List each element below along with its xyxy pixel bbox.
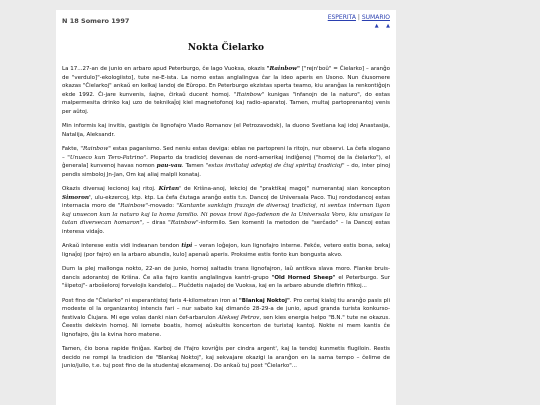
paragraph-text: "Unueco kun Tero-Patrino" <box>67 154 147 161</box>
paragraph-text: – veran loĝejon, kun lignofajro interne. Fekĉe, vetero estis bona, sekaj lignaĵoj (por fajro) en la arbaro abundis, kulo] apenaŭ aperis. Proksime estis fonto kun bongusta akvo. <box>62 243 390 258</box>
article-page <box>56 10 396 405</box>
article-body <box>62 65 390 371</box>
paragraph-text: "estas invitataj adeptoj de ĉiuj spiritaj tradicioj" <box>205 163 345 169</box>
article-paragraph <box>62 297 390 340</box>
paragraph-text: de Kriŝna-anoj, lekcioj de "praktikaj magoj" numerantaj sian koncepton <box>180 186 390 192</box>
paragraph-text: . Pro certaj kialoj tiu aranĝo pasis pli modeste ol la organizantoj intencis fari – nur sabato kaj dimanĉo 28-29-a de junio, apud granda turista konkurso-festivalo Ĉiujara. Mi ege volas danki nian ĉef-arbarulon <box>62 297 390 321</box>
paragraph-text: "Rainbow" <box>233 91 265 98</box>
nav-separator: | <box>357 14 360 21</box>
paragraph-text: . Tamen <box>181 163 206 169</box>
article-paragraph <box>62 185 390 236</box>
article-paragraph <box>62 242 390 259</box>
paragraph-text: "Rainbow" <box>80 146 111 152</box>
nav-arrows <box>328 23 390 29</box>
paragraph-text: Tamen, ĉio bona rapide finiĝas. Karboj de l'fajro kovriĝis per cindra argent', kaj la tendoj kunmetis flugiloin. Restis decido ne rompi la tradicion de "Blankaj Noktoj", kaj sekvajare okazigi la aranĝon en la sama tempo – ĉelime de junio/julio, t.e. tuj post fino de la studentaj ekzamenoj. Do ankaŭ tuj post "Ĉielarko"... <box>62 346 390 369</box>
paragraph-text: Simoron' <box>62 194 91 201</box>
paragraph-text: , – diras <box>142 220 169 226</box>
paragraph-text: "Rainbow" <box>168 220 199 226</box>
nav-links <box>328 14 390 29</box>
paragraph-text: "Blankaj Noktoj" <box>238 297 290 304</box>
paragraph-text: -informilo. Sen komenti la metodon de "serĉado" – la Dancoj estas interesa vidaĵo. <box>62 220 390 235</box>
paragraph-text: "Kantante sanktajn frazojn de diversaj tradicioj, ni sentas internan ligon kaj unuecon kun la naturo kaj la homa familio. Ni povas trovi ligo-fadenon de la Universala Voro, kiu unuigas la tutan diversecan homaron" <box>62 203 390 226</box>
esperita-link[interactable]: ESPERITA <box>327 14 356 21</box>
masthead <box>62 14 390 29</box>
paragraph-text: . Pieparto da tradicioj devenas de nord-amerikaj indiĝenoj ("homoj de la ĉielarko"), el ĝenerala] kunvenoj havas nomon <box>62 154 390 169</box>
arrow-up-icon[interactable]: ▲ <box>374 23 379 29</box>
paragraph-text: Dum la plej mallonga nokto, 22-an de junio, homoj saltadis trans lignofajron, laŭ antikva slava moro. Flanke bruis-dancis adorantoj de Kriŝna. Ĉe alia fajro kantis anglalingva kantri-grupo <box>62 266 390 281</box>
paragraph-text: Aleksej Petrov <box>217 314 260 321</box>
article-paragraph <box>62 65 390 116</box>
paragraph-text: Fakte, <box>62 146 81 152</box>
paragraph-text: tipi <box>181 243 193 249</box>
article-title: Nokta Čielarko <box>187 43 265 53</box>
paragraph-text: Min informis kaj invitis, gastigis ĉe lignofajro Vlado Romanov (el Petrozavodsk), la duono Svetlana kaj idoj Anastasija, Natalija, Aleksandr. <box>62 123 390 138</box>
paragraph-text: "Old Horned Sheep" <box>271 274 336 281</box>
paragraph-text: – do, inter pinoj pendis simboloj Jn-Jan, Om kaj aliaj malpli konataj. <box>62 163 390 178</box>
paragraph-text: el Peterburgo. Sur "ŝipetoj"- arbošeloroj forvelojis kandeloj... Pluĉdetis najadoj de Vuoksa, kaj en la arbaro abunde dlefirin fifikoj... <box>62 274 390 289</box>
issue-label: N 18 Somero 1997 <box>62 17 130 25</box>
paragraph-text: Ankaŭ interese estis vidi indeanan tendon <box>62 243 182 249</box>
sumario-link[interactable]: SUMARIO <box>361 14 390 21</box>
paragraph-text: estas paganismo. Sed neniu estas deviga: eblas ne partopreni la ritojn, nur observi. La ĉefa slogano – <box>62 146 390 161</box>
article-paragraph <box>62 122 390 139</box>
paragraph-text: Post fino de "Ĉielarko" ni esperantistoj faris 4-kilometran iron al <box>62 297 239 304</box>
paragraph-text: kunigas "infanojn de la naturo", do estas malpermesita drinko kaj uzo de teknikaĵoj kiel magnetofonoj kaj radio-aparatoj. Tamen, multaj partoprenantoj venis per aŭtoj. <box>62 91 390 115</box>
paragraph-text: "Rainbow" <box>117 203 149 209</box>
paragraph-text: "Rainbow" <box>266 66 300 72</box>
paragraph-text: Kirtan' <box>158 186 181 192</box>
paragraph-text: pau-vau <box>156 163 182 169</box>
paragraph-text: , sen kies energia helpo "B.N." tute ne okazus. Ĉeestis dekkvin homoj. Ni iomete boatis, homoj aŭskultis koncerton de turistaj kantoj. Nokte ni mem kantis ĉe lignofajro, ĝis la kvina horo matene. <box>62 314 390 338</box>
paragraph-text: -movado: <box>148 203 177 209</box>
paragraph-text: Okazis diversaj lecionoj kaj ritoj. <box>62 186 159 192</box>
article-paragraph <box>62 345 390 371</box>
article-paragraph <box>62 145 390 179</box>
paragraph-text: , ulu-ekzercoj, ktp. ktp. La ĉefa ĉiutaga aranĝo estis t.n. Dancoj de Universala Paco. Tiuj rondodancoj estas internacia moro de <box>62 194 390 209</box>
arrow-down-icon[interactable]: ▲ <box>386 23 390 29</box>
paragraph-text: La 17...27-an de junio en arbaro apud Peterburgo, ĉe lago Vuoksa, okazis <box>62 66 267 72</box>
article-paragraph <box>62 265 390 291</box>
paragraph-text: ["rejn'boŭ" = Ĉielarko] – aranĝo de "verdulo]"-ekologiisto], tute ne-E-ista. La nomo estas anglalingva ĉar la ideo aperis en Usono. Nun ĉiusomere okazas "Ĉielarkoj" ankaŭ en kelkaj landoj de Eŭropo. En Peterburgo ekzistas sperta teamo, kiu aranĝas la renkontiĝojn ekde 1992. Ĉi-jare kunvenis, ŝajne, ĉirkaŭ ducent homoj. <box>62 66 390 98</box>
